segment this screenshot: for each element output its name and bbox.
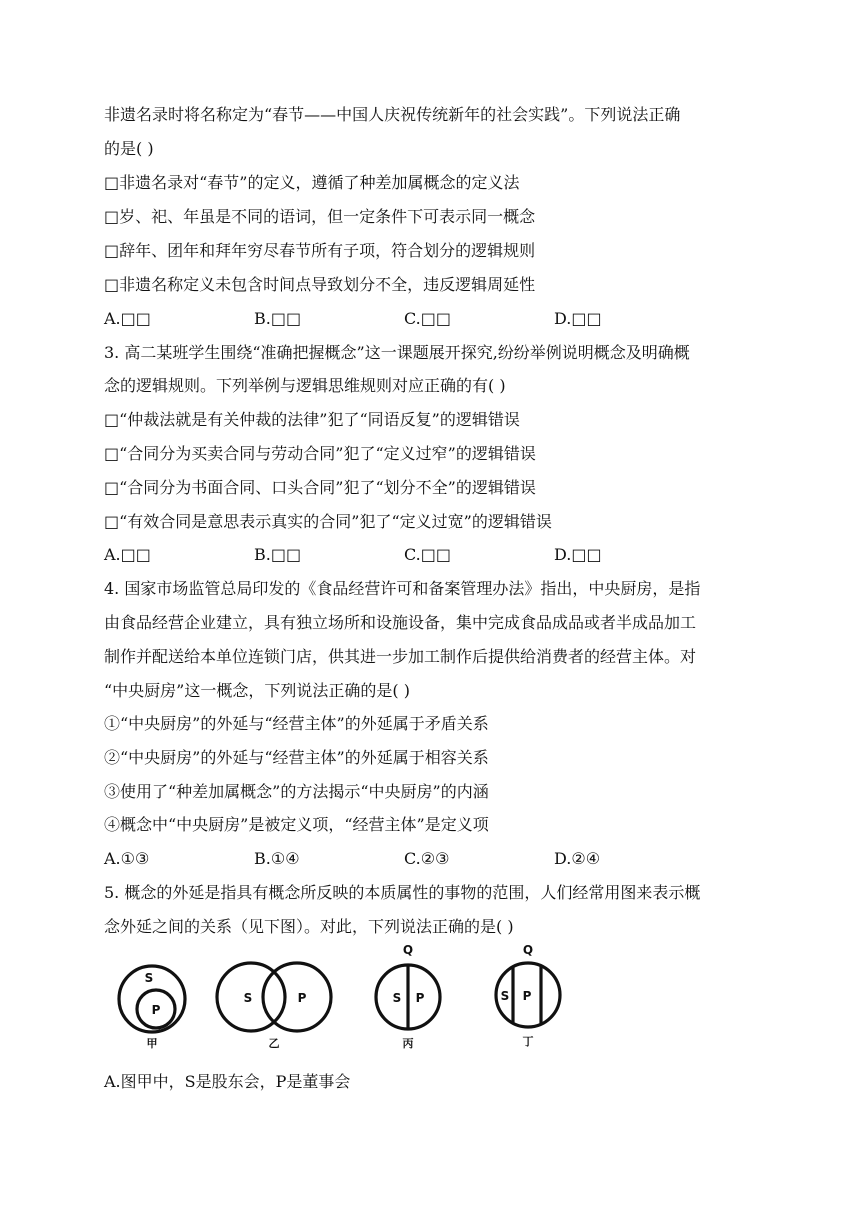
q5-option-a: A.图甲中，S是股东会，P是董事会 <box>104 1072 351 1091</box>
q4-statement-1: ①“中央厨房”的外延与“经营主体”的外延属于矛盾关系 <box>104 714 489 733</box>
diagram-ding-s-label: S <box>500 989 510 1003</box>
diagram-caption-bing: 丙 <box>402 1037 414 1050</box>
q2-statement-1: □非遗名录对“春节”的定义，遵循了种差加属概念的定义法 <box>104 173 520 192</box>
q3-option-c: C.□□ <box>404 545 451 564</box>
q4-stem-line-4: “中央厨房”这一概念，下列说法正确的是( ) <box>104 681 410 700</box>
diagram-caption-ding: 丁 <box>522 1035 534 1048</box>
q2-statement-2: □岁、祀、年虽是不同的语词，但一定条件下可表示同一概念 <box>104 207 536 226</box>
diagram-caption-yi: 乙 <box>268 1037 280 1050</box>
q2-option-b: B.□□ <box>254 309 302 328</box>
diagram-jia-p-label: P <box>151 1003 161 1017</box>
diagram-ding-p-label: P <box>522 989 532 1003</box>
q4-option-a: A.①③ <box>104 849 150 868</box>
q4-stem-line-1: 4. 国家市场监管总局印发的《食品经营许可和备案管理办法》指出，中央厨房，是指 <box>104 579 701 598</box>
q3-stem-line-2: 念的逻辑规则。下列举例与逻辑思维规则对应正确的有( ) <box>104 376 506 395</box>
q3-stem-line-1: 3. 高二某班学生围绕“准确把握概念”这一课题展开探究,纷纷举例说明概念及明确概 <box>104 343 690 362</box>
diagram-bing-q-label: Q <box>402 943 414 957</box>
q4-option-d: D.②④ <box>554 849 601 868</box>
diagram-caption-jia: 甲 <box>146 1037 158 1050</box>
q3-statement-3: □“合同分为书面合同、口头合同”犯了“划分不全”的逻辑错误 <box>104 478 536 497</box>
diagram-jia-s-label: S <box>144 971 154 985</box>
q3-option-b: B.□□ <box>254 545 302 564</box>
q2-option-a: A.□□ <box>104 309 151 328</box>
q2-option-c: C.□□ <box>404 309 451 328</box>
q2-option-d: D.□□ <box>554 309 602 328</box>
q4-stem-line-2: 由食品经营企业建立，具有独立场所和设施设备，集中完成食品成品或者半成品加工 <box>104 613 697 632</box>
diagram-bing-s-label: S <box>392 991 402 1005</box>
diagram-yi-s-label: S <box>243 991 253 1005</box>
q3-option-a: A.□□ <box>104 545 151 564</box>
diagram-ding-q-label: Q <box>522 943 534 957</box>
q3-statement-1: □“仲裁法就是有关仲裁的法律”犯了“同语反复”的逻辑错误 <box>104 410 520 429</box>
concept-relation-diagram <box>108 940 578 1052</box>
q4-statement-3: ③使用了“种差加属概念”的方法揭示“中央厨房”的内涵 <box>104 782 489 801</box>
q4-stem-line-3: 制作并配送给本单位连锁门店，供其进一步加工制作后提供给消费者的经营主体。对 <box>104 647 697 666</box>
q2-stem-line-2: 的是( ) <box>104 139 154 158</box>
q4-option-c: C.②③ <box>404 849 450 868</box>
q4-option-b: B.①④ <box>254 849 300 868</box>
q3-statement-2: □“合同分为买卖合同与劳动合同”犯了“定义过窄”的逻辑错误 <box>104 444 536 463</box>
q2-stem-line-1: 非遗名录时将名称定为“春节——中国人庆祝传统新年的社会实践”。下列说法正确 <box>104 105 681 124</box>
diagram-bing-p-label: P <box>415 991 425 1005</box>
q4-statement-2: ②“中央厨房”的外延与“经营主体”的外延属于相容关系 <box>104 748 489 767</box>
q2-statement-3: □辞年、团年和拜年穷尽春节所有子项，符合划分的逻辑规则 <box>104 241 536 260</box>
q5-stem-line-2: 念外延之间的关系（见下图）。对此，下列说法正确的是( ) <box>104 917 514 936</box>
q3-option-d: D.□□ <box>554 545 602 564</box>
q2-statement-4: □非遗名称定义未包含时间点导致划分不全，违反逻辑周延性 <box>104 275 536 294</box>
q3-statement-4: □“有效合同是意思表示真实的合同”犯了“定义过宽”的逻辑错误 <box>104 512 552 531</box>
q4-statement-4: ④概念中“中央厨房”是被定义项，“经营主体”是定义项 <box>104 815 489 834</box>
diagram-yi-p-label: P <box>297 991 307 1005</box>
q5-stem-line-1: 5. 概念的外延是指具有概念所反映的本质属性的事物的范围，人们经常用图来表示概 <box>104 883 701 902</box>
